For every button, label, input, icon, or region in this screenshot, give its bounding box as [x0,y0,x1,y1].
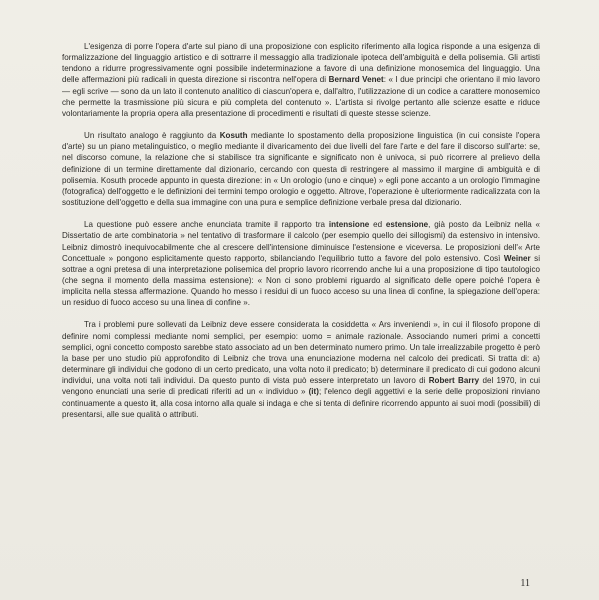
emphasized-name: Robert Barry [428,376,480,386]
emphasized-name: Kosuth [219,131,248,141]
text-run: ed [369,220,386,230]
emphasized-name: it [150,398,156,408]
paragraph [62,319,540,419]
emphasized-name: intensione [328,220,370,230]
paragraph [62,130,540,208]
text-run: mediante lo spostamento della proposizione linguistica (in cui consiste l'opera d'arte) su un piano metalinguistico, o meglio mediante il divaricamento dei due livelli del fare l'arte e del fare il discorso sull'arte: se, nel discorso comune, la relazione che si stabilisce tra significante e significato non è univoca, si può ricorrere al prelievo della definizione di un termine direttamente dal dizionario, cercando con questa di restringere al massimo il margine di ambiguità e di polisemia. Kosuth procede appunto in questa direzione: in « Un orologio (uno e cinque) » egli pone accanto a un orologio l'immagine (fotografica) dell'oggetto e le definizioni dei termini tempo orologio e oggetto. Altrove, l'operazione è ulteriormente radicalizzata con la sostituzione dell'oggetto e della sua immagine con una pura e semplice definizione verbale presa dal dizionario. [62,131,540,208]
text-run: si sottrae a ogni pretesa di una interpretazione polisemica del proprio lavoro ricorrendo anche lui a una proposizione di tipo tautologico (che segna il momento della massima estensione): « Non ci sono problemi riguardo al significato delle opere poiché l'opera è implicita nella stessa affermazione. Quando ho messo i residui di un fuoco acceso su una linea di confine, la spiegazione dell'opera: un residuo di fuoco acceso su una linea di confine ». [62,253,541,308]
paragraph [62,219,540,308]
body-text [62,41,540,431]
text-run: ; l'elenco degli aggettivi e la serie delle proposizioni rinviano continuamente a questo [62,387,540,408]
text-run: , alla cosa intorno alla quale si indaga e che si tenta di definire ricorrendo appunto ai suoi modi (possibili) di presentarsi, alle sue qualità o attributi. [62,398,540,419]
text-run: La questione può essere anche enunciata tramite il rapporto tra [84,220,329,230]
paragraph [62,41,540,119]
text-run: : « I due principi che orientano il mio lavoro — egli scrive — sono da un lato il contenuto analitico di ciascun'opera e, dall'altro, l'utilizzazione di un codice a carattere monosemico che permette la trasmissione più sicura e più completa del contenuto ». L'artista si rivolge pertanto alle scienze esatte e riduce volontariamente la propria opera alla presentazione di procedimenti e risultati di queste stesse scienze. [62,75,540,118]
emphasized-name: Bernard Venet [328,75,384,85]
text-run: , già posto da Leibniz nella « Dissertatio de arte combinatoria » nel tentativo di trasformare il calcolo (per esempio quello dei sillogismi) da estensivo in intensivo. Leibniz dimostrò inequivocabilmente che al crescere dell'intensione diminuisce l'estensione e viceversa. Le proposizioni dell'« Arte Concettuale » pongono esplicitamente questo rapporto, sbilanciando l'equilibrio tutto a favore del polo estensivo. Così [62,220,540,263]
text-run: Tra i problemi pure sollevati da Leibniz deve essere considerata la cosiddetta « Ars inveniendi », in cui il filosofo propone di definire nomi complessi mediante nomi semplici, per esempio: uomo = animale razionale. Associando numeri primi a concetti semplici, ogni concetto composto sarebbe stato associato ad un ben determinato numero primo. Un tale irrealizzabile progetto è però la base per uno studio più approfondito di Leibniz che trova una enunciazione moderna nel calcolo dei predicati. Si tratta di: a) determinare gli individui che godono di un certo predicato, una volta noto il predicato; b) determinare il predicato di cui godono alcuni individui, una volta noti tali individui. Da questo punto di vista può essere interpretato un lavoro di [62,320,540,386]
text-run: L'esigenza di porre l'opera d'arte sul piano di una proposizione con esplicito riferimento alla logica risponde a una esigenza di formalizzazione del linguaggio artistico e di sottrarre il messaggio alla tradizionale ipoteca dell'ambiguità e della polisemia. Gli artisti tendono a ridurre progressivamente ogni possibile indeterminazione a favore di una definizione monosemica del linguaggio. Una delle affermazioni più radicali in questa direzione si riscontra nell'opera di [62,42,540,85]
emphasized-name: Weiner [503,253,531,263]
emphasized-name: (it) [308,387,319,397]
text-run: Un risultato analogo è raggiunto da [84,131,220,141]
emphasized-name: estensione [385,220,429,230]
text-run: del 1970, in cui vengono enunciati una serie di predicati riferiti ad un « individuo » [62,376,540,397]
page-number: 11 [520,578,530,589]
